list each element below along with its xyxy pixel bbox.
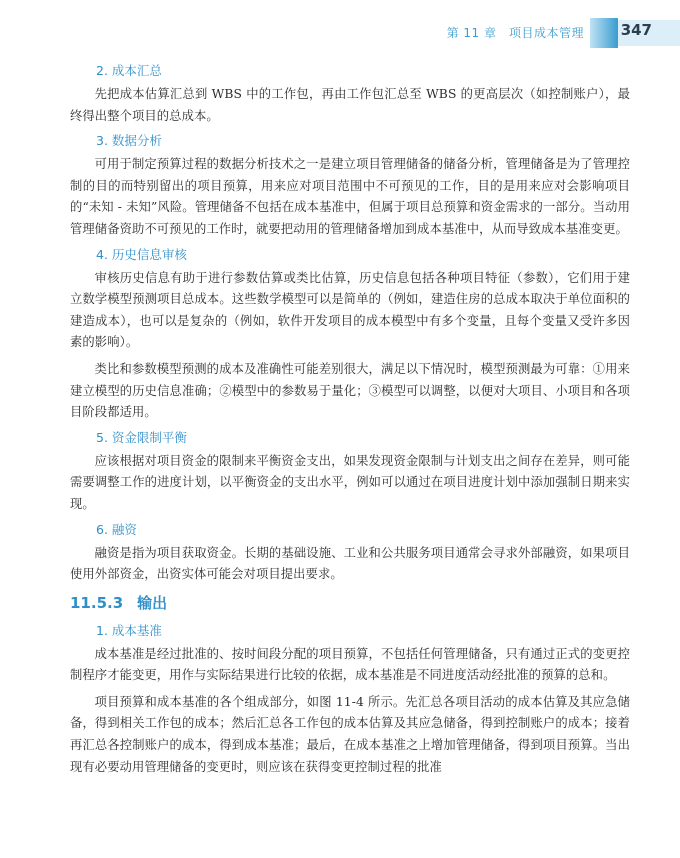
page-header xyxy=(0,0,680,52)
page-body xyxy=(70,62,630,783)
paragraph: 类比和参数模型预测的成本及准确性可能差别很大，满足以下情况时，模型预测最为可靠：①用来建立模型的历史信息准确；②模型中的参数易于量化；③模型可以调整，以便对大项目、小项目和各项目阶段都适用。 xyxy=(70,361,630,420)
paragraph: 项目预算和成本基准的各个组成部分，如图 11-4 所示。先汇总各项目活动的成本估算及其应急储备，得到相关工作包的成本；然后汇总各工作包的成本估算及其应急储备，得到控制账户的成本；接着再汇总各控制账户的成本，得到成本基准；最后，在成本基准之上增加管理储备，得到项目预算。当出现有必要动用管理储备的变更时，则应该在获得变更控制过程的批准 xyxy=(70,694,630,774)
section-heading: 5. 资金限制平衡 xyxy=(96,429,187,445)
paragraph: 审核历史信息有助于进行参数估算或类比估算，历史信息包括各种项目特征（参数），它们用于建立数学模型预测项目总成本。这些数学模型可以是简单的（例如，建造住房的总成本取决于单位面积的建造成本），也可以是复杂的（例如，软件开发项目的成本模型中有多个变量，且每个变量又受许多因素的影响）。 xyxy=(70,270,630,350)
paragraph: 先把成本估算汇总到 WBS 中的工作包，再由工作包汇总至 WBS 的更高层次（如控制账户），最终得出整个项目的总成本。 xyxy=(70,87,630,123)
section-financing xyxy=(70,521,630,586)
paragraph: 可用于制定预算过程的数据分析技术之一是建立项目管理储备的储备分析，管理储备是为了管理控制的目的而特别留出的项目预算，用来应对项目范围中不可预见的工作，目的是用来应对会影响项目的“未知 - 未知”风险。管理储备不包括在成本基准中，但属于项目总预算和资金需求的一部分。当动用管理储备资助不可预见的工作时，就要把动用的管理储备增加到成本基准中，从而导致成本基准变更。 xyxy=(70,157,630,236)
section-cost-aggregation xyxy=(70,62,630,127)
section-funding-limit xyxy=(70,429,630,516)
section-cost-baseline xyxy=(70,622,630,779)
page-number: 347 xyxy=(620,21,652,39)
section-heading: 1. 成本基准 xyxy=(96,622,162,638)
section-data-analysis xyxy=(70,132,630,240)
section-heading: 3. 数据分析 xyxy=(96,133,162,149)
section-heading: 6. 融资 xyxy=(96,521,137,537)
major-section-number: 11.5.3 xyxy=(70,593,124,612)
major-section-heading xyxy=(70,592,630,614)
paragraph: 成本基准是经过批准的、按时间段分配的项目预算，不包括任何管理储备，只有通过正式的变更控制程序才能变更，用作与实际结果进行比较的依据，成本基准是不同进度活动经批准的预算的总和。 xyxy=(70,646,630,683)
header-accent-bar xyxy=(590,18,618,48)
chapter-title: 第 11 章 项目成本管理 xyxy=(446,26,584,40)
section-heading: 2. 成本汇总 xyxy=(96,63,162,78)
paragraph: 融资是指为项目获取资金。长期的基础设施、工业和公共服务项目通常会寻求外部融资，如果项目使用外部资金，出资实体可能会对项目提出要求。 xyxy=(70,545,630,582)
section-heading: 4. 历史信息审核 xyxy=(96,246,187,262)
paragraph: 应该根据对项目资金的限制来平衡资金支出，如果发现资金限制与计划支出之间存在差异，则可能需要调整工作的进度计划，以平衡资金的支出水平，例如可以通过在项目进度计划中添加强制日期来实现。 xyxy=(70,453,630,511)
major-section-title: 输出 xyxy=(137,593,168,612)
section-historical-review xyxy=(70,246,630,424)
